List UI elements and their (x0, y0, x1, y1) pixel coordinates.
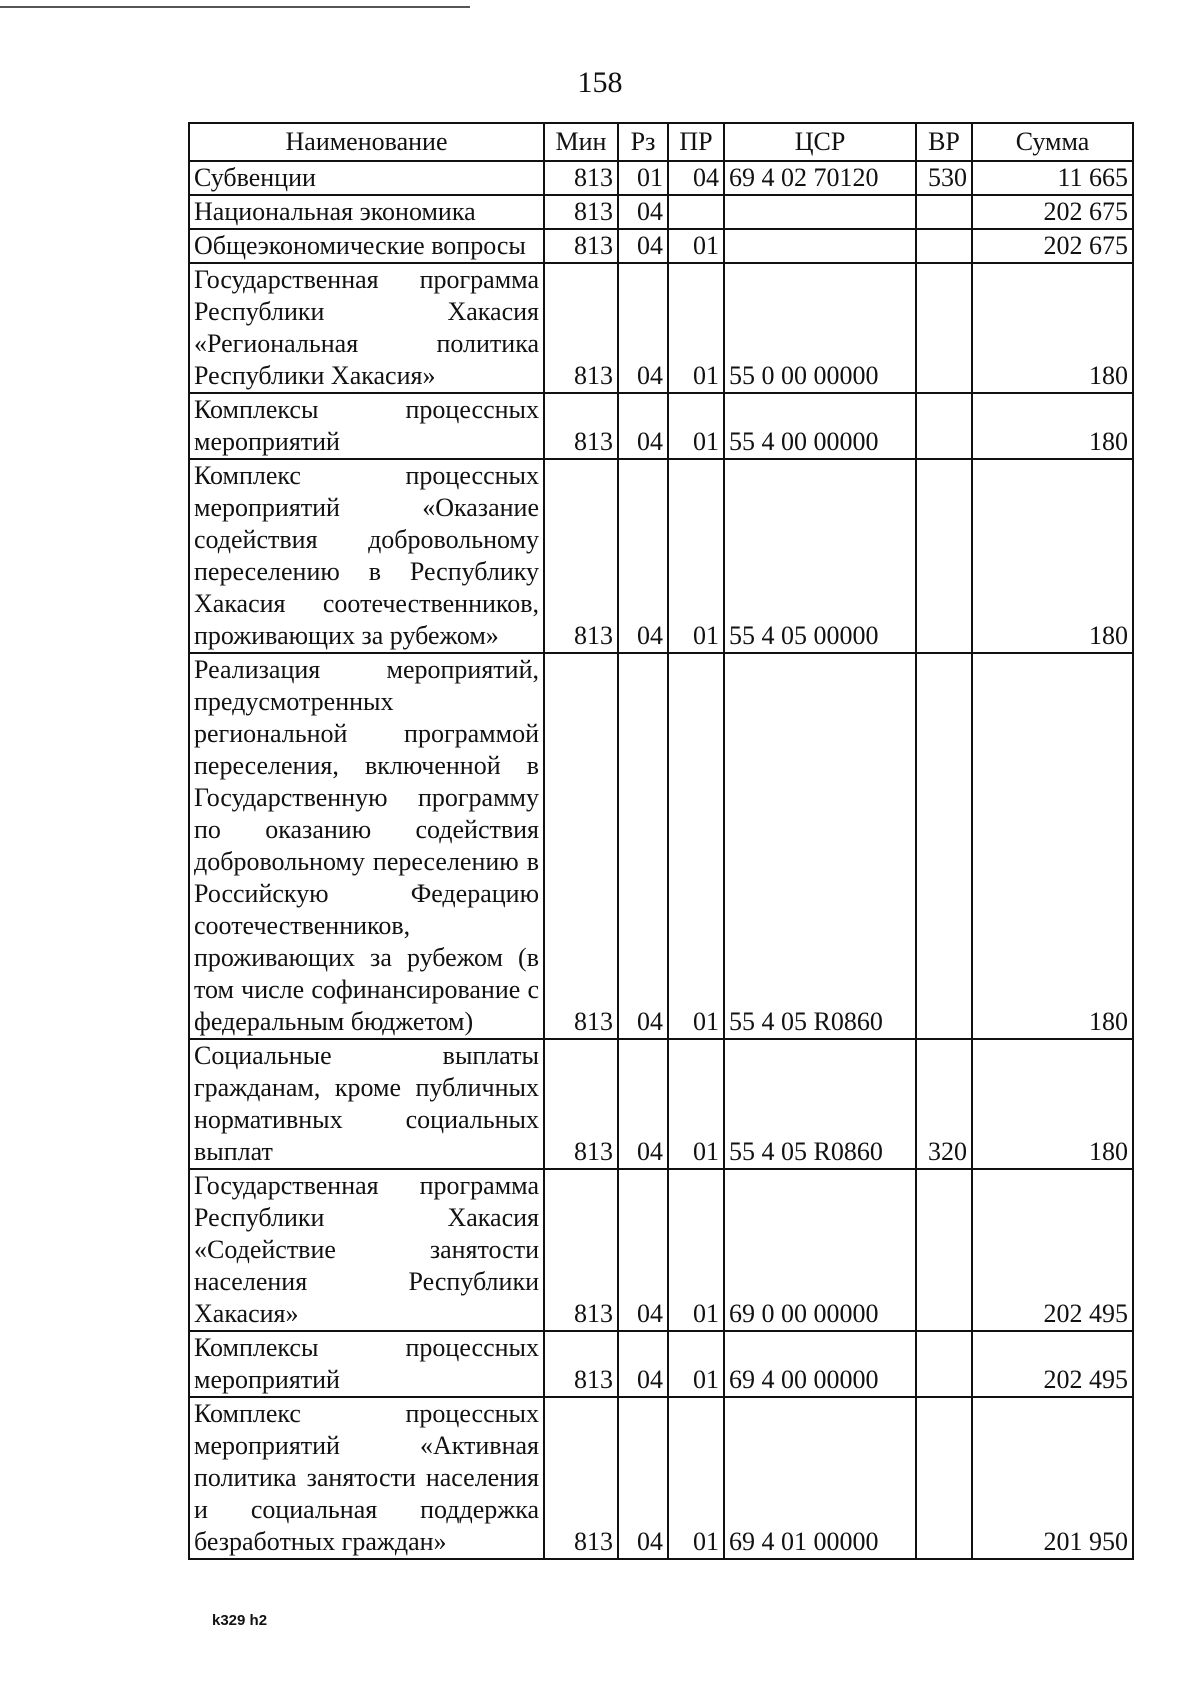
footer-code: k329 h2 (212, 1612, 268, 1629)
cell-sum: 180 (972, 459, 1133, 653)
cell-min: 813 (544, 195, 618, 229)
cell-pr: 01 (668, 393, 724, 459)
table-row (189, 1169, 1133, 1331)
cell-vr: 320 (916, 1039, 972, 1169)
table-body (189, 161, 1133, 1559)
cell-csr: 55 4 05 R0860 (724, 653, 916, 1039)
cell-vr (916, 1397, 972, 1559)
cell-name: Государственная программа Республики Хакасия «Региональная политика Республики Хакасия» (189, 263, 544, 393)
cell-sum: 202 675 (972, 195, 1133, 229)
table-row (189, 195, 1133, 229)
cell-vr (916, 393, 972, 459)
cell-csr: 55 4 00 00000 (724, 393, 916, 459)
cell-min: 813 (544, 653, 618, 1039)
cell-vr (916, 263, 972, 393)
cell-vr (916, 653, 972, 1039)
cell-name: Социальные выплаты гражданам, кроме публичных нормативных социальных выплат (189, 1039, 544, 1169)
cell-name: Государственная программа Республики Хакасия «Содействие занятости населения Республики Хакасия» (189, 1169, 544, 1331)
cell-min: 813 (544, 393, 618, 459)
cell-pr: 01 (668, 1169, 724, 1331)
header-vr: ВР (916, 123, 972, 161)
header-rz: Рз (618, 123, 668, 161)
budget-table (188, 122, 1134, 1560)
top-rule (0, 6, 470, 8)
header-csr: ЦСР (724, 123, 916, 161)
cell-pr: 01 (668, 459, 724, 653)
cell-pr: 04 (668, 161, 724, 195)
table-row (189, 653, 1133, 1039)
cell-sum: 180 (972, 393, 1133, 459)
cell-rz: 04 (618, 263, 668, 393)
cell-csr: 69 4 02 70120 (724, 161, 916, 195)
cell-rz: 04 (618, 459, 668, 653)
cell-name: Субвенции (189, 161, 544, 195)
cell-min: 813 (544, 161, 618, 195)
cell-pr: 01 (668, 1331, 724, 1397)
cell-min: 813 (544, 1331, 618, 1397)
cell-vr (916, 1169, 972, 1331)
cell-rz: 04 (618, 1397, 668, 1559)
cell-min: 813 (544, 229, 618, 263)
cell-rz: 04 (618, 1169, 668, 1331)
cell-csr (724, 229, 916, 263)
header-name: Наименование (189, 123, 544, 161)
table-row (189, 393, 1133, 459)
cell-name: Общеэкономические вопросы (189, 229, 544, 263)
table-row (189, 1397, 1133, 1559)
cell-rz: 01 (618, 161, 668, 195)
cell-csr: 69 4 01 00000 (724, 1397, 916, 1559)
cell-sum: 180 (972, 263, 1133, 393)
cell-sum: 180 (972, 1039, 1133, 1169)
table-row (189, 229, 1133, 263)
cell-vr: 530 (916, 161, 972, 195)
table-row (189, 1331, 1133, 1397)
cell-name: Комплексы процессных мероприятий (189, 393, 544, 459)
cell-pr: 01 (668, 1397, 724, 1559)
cell-name: Реализация мероприятий, предусмотренных региональной программой переселения, включенной в Государственную программу по оказанию содействия добровольному переселению в Российскую Федерацию соотечественников, проживающих за рубежом (в том числе софинансирование с федеральным бюджетом) (189, 653, 544, 1039)
cell-rz: 04 (618, 229, 668, 263)
cell-rz: 04 (618, 1331, 668, 1397)
cell-name: Комплекс процессных мероприятий «Активная политика занятости населения и социальная поддержка безработных граждан» (189, 1397, 544, 1559)
cell-pr: 01 (668, 653, 724, 1039)
cell-sum: 202 495 (972, 1331, 1133, 1397)
table-row (189, 161, 1133, 195)
cell-name: Национальная экономика (189, 195, 544, 229)
cell-sum: 201 950 (972, 1397, 1133, 1559)
header-sum: Сумма (972, 123, 1133, 161)
header-pr: ПР (668, 123, 724, 161)
cell-min: 813 (544, 1397, 618, 1559)
cell-rz: 04 (618, 393, 668, 459)
cell-csr (724, 195, 916, 229)
header-min: Мин (544, 123, 618, 161)
cell-pr (668, 195, 724, 229)
cell-min: 813 (544, 263, 618, 393)
page-number: 158 (577, 66, 623, 99)
cell-name: Комплексы процессных мероприятий (189, 1331, 544, 1397)
cell-sum: 11 665 (972, 161, 1133, 195)
cell-rz: 04 (618, 195, 668, 229)
cell-csr: 55 4 05 00000 (724, 459, 916, 653)
cell-vr (916, 459, 972, 653)
cell-name: Комплекс процессных мероприятий «Оказание содействия добровольному переселению в Республику Хакасия соотечественников, проживающих за рубежом» (189, 459, 544, 653)
cell-vr (916, 229, 972, 263)
cell-sum: 202 495 (972, 1169, 1133, 1331)
cell-min: 813 (544, 1169, 618, 1331)
cell-vr (916, 195, 972, 229)
cell-sum: 202 675 (972, 229, 1133, 263)
cell-rz: 04 (618, 653, 668, 1039)
cell-pr: 01 (668, 229, 724, 263)
table-header-row (189, 123, 1133, 161)
table-row (189, 1039, 1133, 1169)
cell-min: 813 (544, 1039, 618, 1169)
cell-pr: 01 (668, 263, 724, 393)
cell-csr: 55 0 00 00000 (724, 263, 916, 393)
cell-vr (916, 1331, 972, 1397)
cell-csr: 55 4 05 R0860 (724, 1039, 916, 1169)
cell-min: 813 (544, 459, 618, 653)
cell-csr: 69 4 00 00000 (724, 1331, 916, 1397)
cell-pr: 01 (668, 1039, 724, 1169)
cell-rz: 04 (618, 1039, 668, 1169)
table-row (189, 459, 1133, 653)
cell-sum: 180 (972, 653, 1133, 1039)
cell-csr: 69 0 00 00000 (724, 1169, 916, 1331)
table-row (189, 263, 1133, 393)
